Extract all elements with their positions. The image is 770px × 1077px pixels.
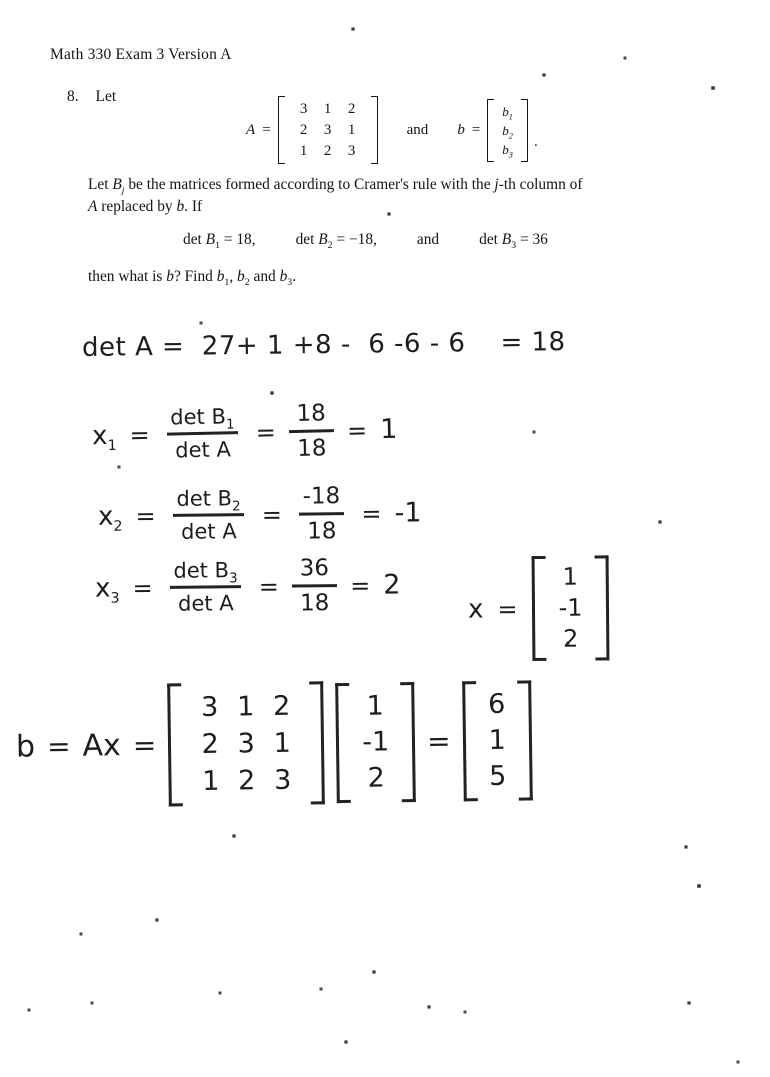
det-b1-value: $\det B_1 = 18$, (183, 231, 256, 252)
fraction-numerator: $\det B_2$ (176, 486, 241, 515)
matrix-cell: 3 (273, 764, 292, 796)
equals-sign: = (426, 724, 451, 758)
problem-number: 8. (67, 88, 79, 105)
matrix-cell: 1 (299, 143, 308, 159)
hw-det-a-line: det A = 27+ 1 +8 - 6 -6 - 6 = 18 (81, 327, 566, 363)
det-values-line (183, 231, 548, 252)
equals-sign: = (261, 500, 283, 529)
fraction-denominator: 18 (289, 429, 335, 462)
conjunction-and: and (416, 231, 440, 248)
fraction-denominator: det A (167, 431, 239, 462)
matrix-cell: 1 (273, 727, 292, 760)
matrix-cell: 2 (237, 765, 256, 797)
hw-result-vector (462, 680, 533, 801)
matrix-cell: 3 (347, 143, 356, 159)
equals-sign: = (129, 420, 150, 449)
fraction-denominator: det A (170, 585, 242, 616)
fraction-detb3-deta (165, 558, 246, 616)
para-line-2: A replaced by b. If (88, 197, 203, 215)
vector-cell: $b_2$ (502, 122, 513, 141)
fraction-numerator: $\det B_3$ (173, 558, 238, 587)
bracket-right (400, 682, 416, 802)
vector-cell: 1 (488, 724, 507, 756)
vector-cell: 6 (487, 688, 506, 720)
problem-paragraph (88, 174, 714, 217)
problem-lead-word: Let (95, 88, 117, 105)
equals-sign: = (132, 728, 157, 762)
vector-cells (349, 682, 402, 803)
matrix-cell: 1 (236, 691, 255, 723)
equals-sign: = (346, 415, 368, 445)
matrix-cell: 1 (323, 101, 332, 117)
matrix-cell: 2 (347, 101, 356, 117)
vector-cells (545, 556, 596, 661)
vector-b-label: b (457, 121, 465, 138)
matrix-cell: 2 (272, 690, 291, 723)
det-b3-value: $\det B_3 = 36$ (479, 231, 548, 252)
fraction-denominator: 18 (292, 584, 338, 616)
hw-x3-label: $x_3$ (94, 572, 120, 607)
matrix-cells (181, 681, 311, 806)
vector-cell: -1 (362, 725, 390, 758)
fraction-18-over-18 (288, 400, 335, 462)
equation-row (246, 96, 538, 164)
equals-sign: = (497, 594, 518, 623)
fraction-detb1-deta (162, 404, 243, 463)
vector-cells (476, 680, 519, 801)
hw-x-vector-label: x (467, 593, 484, 625)
hw-x2-result: -1 (394, 497, 422, 529)
equals-sign: = (255, 417, 277, 447)
hw-x1-label: $x_1$ (91, 420, 117, 454)
vector-cell: 2 (367, 761, 386, 794)
hw-x-vector-factor (335, 682, 416, 803)
fraction-denominator: det A (173, 513, 245, 544)
hw-x1-result: 1 (379, 413, 398, 446)
equals-sign: = (349, 571, 371, 600)
vector-b (487, 99, 528, 162)
equals-sign: = (471, 121, 481, 138)
vector-cell: $b_1$ (502, 103, 513, 122)
bracket-left (531, 556, 546, 661)
equals-sign: = (262, 121, 271, 138)
matrix-cell: 1 (201, 765, 220, 798)
bracket-right (371, 96, 378, 164)
hw-x2-label: $x_2$ (97, 501, 123, 535)
bracket-right (521, 99, 528, 162)
conjunction-and: and (406, 121, 429, 138)
matrix-cell: 2 (201, 728, 220, 761)
problem-lead (67, 88, 116, 106)
period: . (533, 133, 538, 150)
matrix-cell: 3 (200, 691, 219, 724)
fraction-numerator: 36 (299, 555, 330, 582)
fraction-detb2-deta (168, 486, 249, 544)
hw-x3-line (95, 554, 401, 618)
vector-cell: $b_3$ (502, 141, 513, 160)
equals-sign: = (258, 572, 280, 601)
matrix-a-cells (285, 96, 371, 164)
fraction-numerator: $\det B_1$ (170, 404, 235, 433)
matrix-cell: 1 (347, 122, 356, 138)
bracket-right (595, 555, 610, 660)
matrix-a-label: A (246, 121, 256, 138)
hw-x-vector (468, 555, 610, 661)
bracket-right (309, 681, 325, 804)
para-line-1: Let $B_j$ be the matrices formed according to Cramer's rule with the j-th column of (88, 176, 583, 197)
equals-sign: = (361, 499, 382, 528)
scan-speckles (0, 0, 2, 2)
matrix-cell: 2 (323, 143, 332, 159)
vector-cell: 1 (562, 562, 578, 591)
hw-matrix-a (167, 681, 325, 806)
hw-x1-line (91, 399, 398, 466)
hw-ax-label: Ax (82, 728, 122, 764)
matrix-cell: 3 (323, 122, 332, 138)
hw-x3-result: 2 (383, 569, 401, 601)
vector-cell: 5 (488, 760, 507, 792)
fraction-neg18-over-18 (295, 483, 349, 545)
bracket-left (278, 96, 285, 164)
vector-cell: 1 (366, 689, 385, 722)
matrix-cell: 3 (237, 728, 256, 760)
page-title: Math 330 Exam 3 Version A (50, 46, 232, 63)
equals-sign: = (46, 729, 71, 764)
vector-cell: 2 (562, 624, 579, 653)
bracket-left (487, 99, 494, 162)
fraction-numerator: -18 (302, 483, 341, 510)
hw-b-label: b (15, 729, 36, 765)
fraction-numerator: 18 (296, 400, 327, 427)
hw-x-vector-matrix (531, 555, 610, 661)
matrix-cell: 3 (299, 101, 308, 117)
fraction-36-over-18 (292, 555, 338, 616)
hw-x2-line (98, 482, 422, 546)
vector-cell: -1 (558, 593, 583, 622)
equals-sign: = (135, 501, 156, 530)
fraction-denominator: 18 (299, 512, 345, 544)
matrix-a (278, 96, 378, 164)
question-line: then what is b? Find $b_1$, $b_2$ and $b_3$. (88, 268, 297, 289)
bracket-right (517, 680, 533, 800)
matrix-cell: 2 (299, 122, 308, 138)
det-b2-value: $\det B_2 = -18$, (295, 231, 377, 252)
hw-b-equation (15, 678, 533, 808)
equals-sign: = (132, 573, 153, 602)
vector-b-cells (494, 99, 521, 162)
